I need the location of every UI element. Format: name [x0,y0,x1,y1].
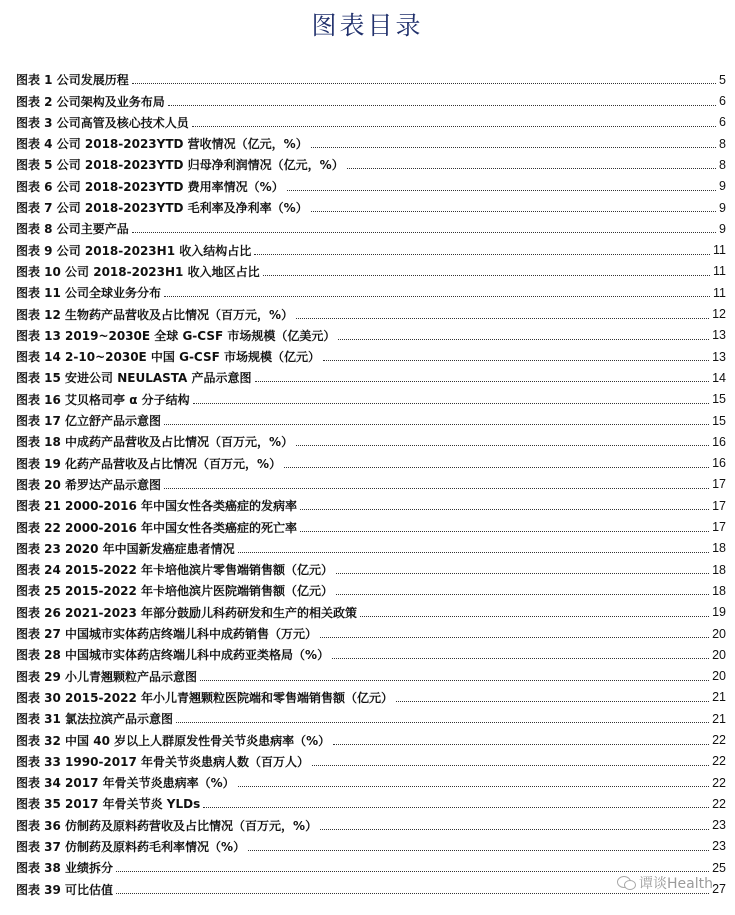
toc-entry-label: 图表 26 2021-2023 年部分鼓励儿科药研发和生产的相关政策 [16,605,358,620]
toc-entry-label: 图表 9 公司 2018-2023H1 收入结构占比 [16,243,252,258]
toc-entry[interactable] [16,725,726,746]
toc-entry-page: 9 [719,179,726,194]
toc-entry[interactable] [16,108,726,129]
toc-entry-label: 图表 36 仿制药及原料药营收及占比情况（百万元，%） [16,818,318,833]
toc-entry-page: 20 [712,626,726,641]
toc-leader-dots [238,786,709,787]
toc-entry-page: 11 [713,264,726,279]
toc-entry-page: 20 [712,647,726,662]
toc-entry[interactable] [16,129,726,150]
toc-entry-page: 8 [719,157,726,172]
toc-leader-dots [320,637,709,638]
toc-entry[interactable] [16,65,726,86]
toc-entry-label: 图表 12 生物药产品营收及占比情况（百万元，%） [16,307,294,322]
toc-entry[interactable] [16,342,726,363]
toc-entry[interactable] [16,576,726,597]
toc-entry-page: 18 [712,541,726,556]
toc-entry-label: 图表 16 艾贝格司亭 α 分子结构 [16,392,190,407]
toc-leader-dots [360,616,709,617]
toc-entry-page: 12 [712,307,726,322]
toc-entry[interactable] [16,448,726,469]
toc-leader-dots [176,722,709,723]
toc-entry-page: 19 [712,605,726,620]
toc-entry-label: 图表 11 公司全球业务分布 [16,286,162,301]
toc-entry[interactable] [16,853,726,874]
toc-entry-label: 图表 37 仿制药及原料药毛利率情况（%） [16,839,246,854]
toc-leader-dots [311,147,716,148]
toc-entry-label: 图表 38 业绩拆分 [16,861,114,876]
toc-entry[interactable] [16,768,726,789]
toc-entry-page: 22 [712,733,726,747]
toc-entry-page: 22 [712,796,726,811]
toc-leader-dots [164,424,709,425]
toc-entry[interactable] [16,150,726,171]
toc-entry-page: 13 [712,328,726,343]
toc-leader-dots [263,275,710,276]
toc-entry[interactable] [16,512,726,533]
toc-leader-dots [323,360,709,361]
toc-entry[interactable] [16,619,726,640]
toc-entry[interactable] [16,171,726,192]
toc-entry[interactable] [16,534,726,555]
toc-entry-page: 9 [719,200,726,215]
toc-entry-label: 图表 27 中国城市实体药店终端儿科中成药销售（万元） [16,627,318,642]
toc-entry-label: 图表 34 2017 年骨关节炎患病率（%） [16,776,235,791]
toc-entry-page: 18 [712,583,726,598]
toc-entry-label: 图表 30 2015-2022 年小儿青翘颗粒医院端和零售端销售额（亿元） [16,690,394,705]
toc-entry-label: 图表 18 中成药产品营收及占比情况（百万元，%） [16,435,294,450]
toc-entry[interactable] [16,555,726,576]
toc-leader-dots [312,765,709,766]
toc-entry-label: 图表 8 公司主要产品 [16,222,129,237]
toc-entry-label: 图表 3 公司高管及核心技术人员 [16,115,189,130]
toc-entry-page: 8 [719,136,726,151]
toc-entry-label: 图表 6 公司 2018-2023YTD 费用率情况（%） [16,179,284,194]
toc-entry[interactable] [16,321,726,342]
toc-entry[interactable] [16,86,726,107]
toc-entry-label: 图表 24 2015-2022 年卡培他滨片零售端销售额（亿元） [16,563,334,578]
toc-entry[interactable] [16,406,726,427]
toc-entry-page: 15 [712,392,726,407]
toc-leader-dots [132,83,716,84]
toc-entry-label: 图表 4 公司 2018-2023YTD 营收情况（亿元，%） [16,137,308,152]
toc-entry-label: 图表 32 中国 40 岁以上人群原发性骨关节炎患病率（%） [16,733,331,748]
toc-leader-dots [132,232,716,233]
toc-entry-label: 图表 19 化药产品营收及占比情况（百万元，%） [16,456,282,471]
toc-entry[interactable] [16,832,726,853]
toc-entry-label: 图表 15 安进公司 NEULASTA 产品示意图 [16,371,252,386]
toc-entry-label: 图表 13 2019~2030E 全球 G-CSF 市场规模（亿美元） [16,328,336,343]
toc-leader-dots [336,594,709,595]
toc-entry-label: 图表 14 2-10~2030E 中国 G-CSF 市场规模（亿元） [16,350,320,365]
toc-entry[interactable] [16,278,726,299]
toc-entry-page: 13 [712,349,726,364]
toc-entry-page: 22 [712,775,726,790]
toc-leader-dots [338,339,709,340]
toc-entry-page: 16 [712,456,726,471]
toc-leader-dots [168,105,716,106]
toc-entry-page: 9 [719,221,726,236]
toc-entry[interactable] [16,257,726,278]
toc-leader-dots [238,552,709,553]
toc-entry-label: 图表 39 可比估值 [16,882,114,897]
toc-entry-label: 图表 7 公司 2018-2023YTD 毛利率及净利率（%） [16,201,308,216]
toc-entry-page: 16 [712,434,726,449]
toc-entry-label: 图表 10 公司 2018-2023H1 收入地区占比 [16,264,260,279]
toc-entry-label: 图表 33 1990-2017 年骨关节炎患病人数（百万人） [16,754,310,769]
toc-entry-label: 图表 17 亿立舒产品示意图 [16,414,162,429]
toc-leader-dots [320,829,709,830]
toc-entry-label: 图表 21 2000-2016 年中国女性各类癌症的发病率 [16,499,298,514]
toc-leader-dots [164,296,710,297]
toc-entry-page: 11 [713,243,726,258]
toc-entry-label: 图表 1 公司发展历程 [16,73,129,88]
toc-leader-dots [347,168,716,169]
toc-entry-label: 图表 25 2015-2022 年卡培他滨片医院端销售额（亿元） [16,584,334,599]
toc-leader-dots [311,211,716,212]
toc-entry-page: 23 [712,839,726,854]
toc-entry-page: 23 [712,818,726,833]
toc-entry[interactable] [16,789,726,810]
toc-entry-page: 20 [712,669,726,684]
toc-entry-label: 图表 20 希罗达产品示意图 [16,477,162,492]
toc-entry-label: 图表 35 2017 年骨关节炎 YLDs [16,797,201,812]
watermark [617,873,713,893]
toc-entry[interactable] [16,193,726,214]
toc-leader-dots [164,488,709,489]
toc-title: 图表目录 [311,11,424,40]
toc-leader-dots [332,658,709,659]
toc-entry-label: 图表 23 2020 年中国新发癌症患者情况 [16,541,235,556]
toc-entry-label: 图表 5 公司 2018-2023YTD 归母净利润情况（亿元，%） [16,158,344,173]
toc-entry[interactable] [16,299,726,320]
toc-entry[interactable] [16,470,726,491]
watermark-text: 谭谈Health [639,876,713,892]
toc-entry-page: 21 [712,711,726,726]
toc-leader-dots [254,254,710,255]
toc-entry-label: 图表 28 中国城市实体药店终端儿科中成药亚类格局（%） [16,648,330,663]
toc-entry-page: 6 [719,115,726,130]
toc-entry-page: 27 [712,882,726,897]
toc-entry-page: 22 [712,754,726,769]
toc-entry[interactable] [16,427,726,448]
toc-entry[interactable] [16,597,726,618]
toc-entry-label: 图表 31 氯法拉滨产品示意图 [16,712,174,727]
wechat-icon [617,876,635,890]
table-of-figures [16,65,726,896]
toc-leader-dots [296,445,709,446]
toc-leader-dots [300,509,709,510]
toc-entry-label: 图表 22 2000-2016 年中国女性各类癌症的死亡率 [16,520,298,535]
toc-entry[interactable] [16,683,726,704]
toc-leader-dots [287,190,716,191]
toc-leader-dots [396,701,709,702]
toc-entry-page: 15 [712,413,726,428]
toc-entry-page: 18 [712,562,726,577]
toc-entry[interactable] [16,640,726,661]
toc-entry-page: 17 [712,498,726,513]
toc-entry[interactable] [16,491,726,512]
toc-leader-dots [284,467,709,468]
toc-leader-dots [296,318,709,319]
toc-leader-dots [192,126,716,127]
toc-entry[interactable] [16,384,726,405]
toc-entry-label: 图表 29 小儿青翘颗粒产品示意图 [16,669,198,684]
toc-leader-dots [300,531,709,532]
toc-entry-page: 14 [712,370,726,385]
toc-entry-page: 17 [712,477,726,492]
toc-leader-dots [193,403,709,404]
toc-leader-dots [203,807,709,808]
toc-entry[interactable] [16,235,726,256]
toc-entry[interactable] [16,747,726,768]
toc-leader-dots [336,573,709,574]
toc-entry[interactable] [16,704,726,725]
toc-entry-page: 5 [719,72,726,87]
toc-entry[interactable] [16,810,726,831]
toc-leader-dots [200,680,709,681]
toc-entry[interactable] [16,214,726,235]
toc-leader-dots [255,381,710,382]
toc-entry-page: 11 [713,285,726,300]
toc-entry[interactable] [16,363,726,384]
toc-leader-dots [248,850,709,851]
toc-entry-label: 图表 2 公司架构及业务布局 [16,94,165,109]
toc-leader-dots [333,744,709,745]
toc-entry[interactable] [16,661,726,682]
toc-entry-page: 25 [712,860,726,875]
toc-entry-page: 6 [719,94,726,109]
toc-entry-page: 17 [712,520,726,535]
toc-entry-page: 21 [712,690,726,705]
